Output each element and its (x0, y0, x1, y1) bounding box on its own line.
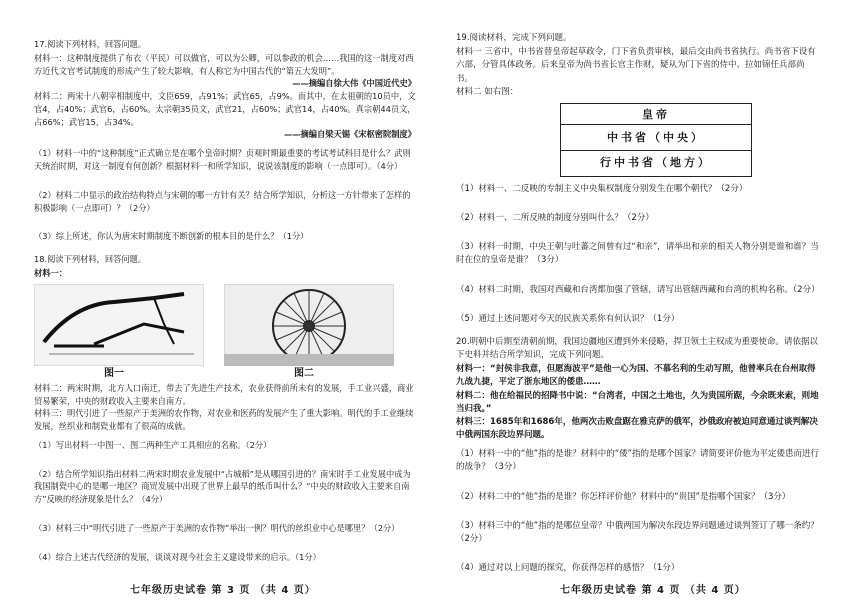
q20-material-3: 材料三：1685年和1686年，他两次击败盘踞在雅克萨的俄军，沙俄政府被迫同意通过谈判解决中俄两国东段边界问题。 (456, 416, 818, 441)
q20-material-1: 材料一：“封侯非我意，但愿海波平”是他一心为国、不慕名利的生动写照，他曾率兵在台州取得九战九捷，平定了浙东地区的倭患…… (456, 364, 816, 388)
q19-sub-question-3: （3）材料一时期，中央王朝与吐蕃之间曾有过“和亲”，请举出和亲的相关人物分别是谁和谁？当时在位的皇帝是谁？（3分） (456, 242, 819, 266)
figure-1-caption: 图一 (104, 367, 124, 379)
exam-page-4 (430, 0, 860, 608)
q17-material-2-source: ——摘编自梁天锡《宋枢密院制度》 (284, 129, 416, 140)
question-18-title: 18.阅读下列材料，回答问题。 (34, 254, 147, 265)
q20-sub-question-3: （3）材料三中的“他”指的是哪位皇帝？中俄两国为解决东段边界问题通过谈判签订了哪一条约？（2分） (456, 520, 819, 544)
q18-figures (34, 284, 416, 380)
q18-sub-question-1: （1）写出材料一中图一、图二两种生产工具相应的名称。（2分） (34, 439, 272, 450)
diagram-bottom-label: 行中书省（地方） (600, 155, 712, 169)
page-4-footer: 七年级历史试卷 第 4 页 （共 4 页） (560, 584, 746, 596)
question-20-title: 20.明朝中后期至清朝前期，我国边疆地区遭到外来侵略，捍卫领土主权成为重要使命。请依据以下史料并结合所学知识，完成下列问题。 (456, 336, 819, 361)
q17-material-1-source: ——摘编自徐大伟《中国近代史》 (292, 78, 416, 89)
waterwheel-illustration (224, 284, 394, 366)
q18-sub-question-3: （3）材料三中“明代引进了一些原产于美洲的农作物”举出一例？明代的丝织业中心是哪里？（2分） (34, 522, 400, 533)
q20-material-2: 材料二：他在给福民的招降书中说：“台湾者，中国之土地也，久为贵国所踞，今余既来索，则地当归我。” (456, 390, 819, 414)
q17-sub-question-2: （2）材料二中显示的政治结构特点与宋朝的哪一方针有关？结合所学知识，分析这一方针带来了怎样的积极影响（一点即可）？（2分） (34, 189, 411, 213)
q18-material-1-label: 材料一： (34, 267, 67, 278)
plough-illustration (34, 284, 204, 366)
question-17-title: 17.阅读下列材料，回答问题。 (34, 39, 147, 49)
q19-material-2-label: 材料二 如右图： (456, 86, 519, 97)
q19-sub-question-4: （4）材料二时期，我国对西藏和台湾都加强了管辖，请写出管辖西藏和台湾的机构名称。（2分） (456, 284, 820, 295)
q18-material-3: 材料三：明代引进了一些原产于美洲的农作物，对农业和医药的发展产生了重大影响。明代的手工业继续发展，丝织业和制瓷业都有了很高的成就。 (34, 408, 414, 432)
q20-sub-question-2: （2）材料二中的“他”指的是谁？你怎样评价他？材料中的“贵国”是指哪个国家？（3分） (456, 491, 791, 502)
page-3-footer: 七年级历史试卷 第 3 页 （共 4 页） (130, 584, 316, 596)
q17-sub-question-1: （1）材料一中的“这种制度”正式确立是在哪个皇帝时期？贞观时期最重要的考试考试科目是什么？武则天统治时期，对这一制度有何创新？根据材料一和所学知识，说说该制度的影响（一点即可）。（4分） (34, 148, 411, 172)
figure-2-caption: 图二 (294, 367, 314, 379)
q17-sub-question-3: （3）综上所述，你认为唐宋时期制度不断创新的根本目的是什么？（1分） (34, 231, 309, 242)
q17-material-1: 材料一：这种制度提供了布衣（平民）可以做官，可以为公卿，可以参政的机会……我国的这一制度对西方近代文官考试制度的形成产生了较大影响，有人称它为中国古代的“第五大发明”。 (34, 52, 414, 76)
diagram-divider (561, 124, 751, 125)
diagram-divider (561, 150, 751, 151)
government-structure-diagram (560, 103, 752, 177)
q19-sub-question-5: （5）通过上述问题对今天的民族关系你有何认识？（1分） (456, 313, 680, 324)
q19-sub-question-2: （2）材料一、二所反映的制度分别叫什么？（2分） (456, 213, 654, 224)
q20-sub-question-1: （1）材料一中的“他”指的是谁？材料中的“倭”指的是哪个国家？请简要评价他为平定倭患而进行的战争？（3分） (456, 449, 820, 473)
q18-sub-question-2: （2）结合所学知识指出材料二两宋时期农业发展中“占城稻”是从哪国引进的？南宋时手工业发展中成为我国制瓷中心的是哪一地区？商贸发展中出现了世界上最早的纸币叫什么？“中央的财政收入主要来自南方”反映的经济现象是什么？（4分） (34, 468, 411, 505)
diagram-top-label: 皇帝 (642, 107, 670, 121)
question-19-title: 19.阅读材料，完成下列问题。 (456, 33, 572, 43)
diagram-middle-label: 中书省（中央） (607, 130, 705, 144)
q20-sub-question-4: （4）通过对以上问题的探究，你获得怎样的感悟？（1分） (456, 563, 680, 574)
q17-material-2: 材料二：两宋十八朝宰相制度中，文臣659，占91%；武官65，占9%。而其中，在太祖朝的10员中，文官4，占40%；武官6，占60%。太宗朝35员文，武官21，占60%；武官14，占40%。真宗朝44员文，占66%；武官15，占34%。 (34, 91, 416, 127)
q18-material-2: 材料二：两宋时期，北方人口南迁，带去了先进生产技术，农业获得前所未有的发展，手工业兴盛，商业贸易繁荣，中央的财政收入主要来自南方。 (34, 382, 414, 406)
q18-sub-question-4: （4）综合上述古代经济的发展，谈谈对现今社会主义建设带来的启示。（1分） (34, 551, 321, 562)
q19-sub-question-1: （1）材料一、二反映的专制主义中央集权制度分别发生在哪个朝代？（2分） (456, 183, 748, 194)
q19-material-1: 材料一 三省中，中书省替皇帝起草政令，门下省负责审核，最后交由尚书省执行。尚书省下设有六部，分管具体政务。后来皇帝为尚书省长官主作财，疑从为门下省的侍中、拉如锦任兵部尚书。 (456, 47, 816, 84)
